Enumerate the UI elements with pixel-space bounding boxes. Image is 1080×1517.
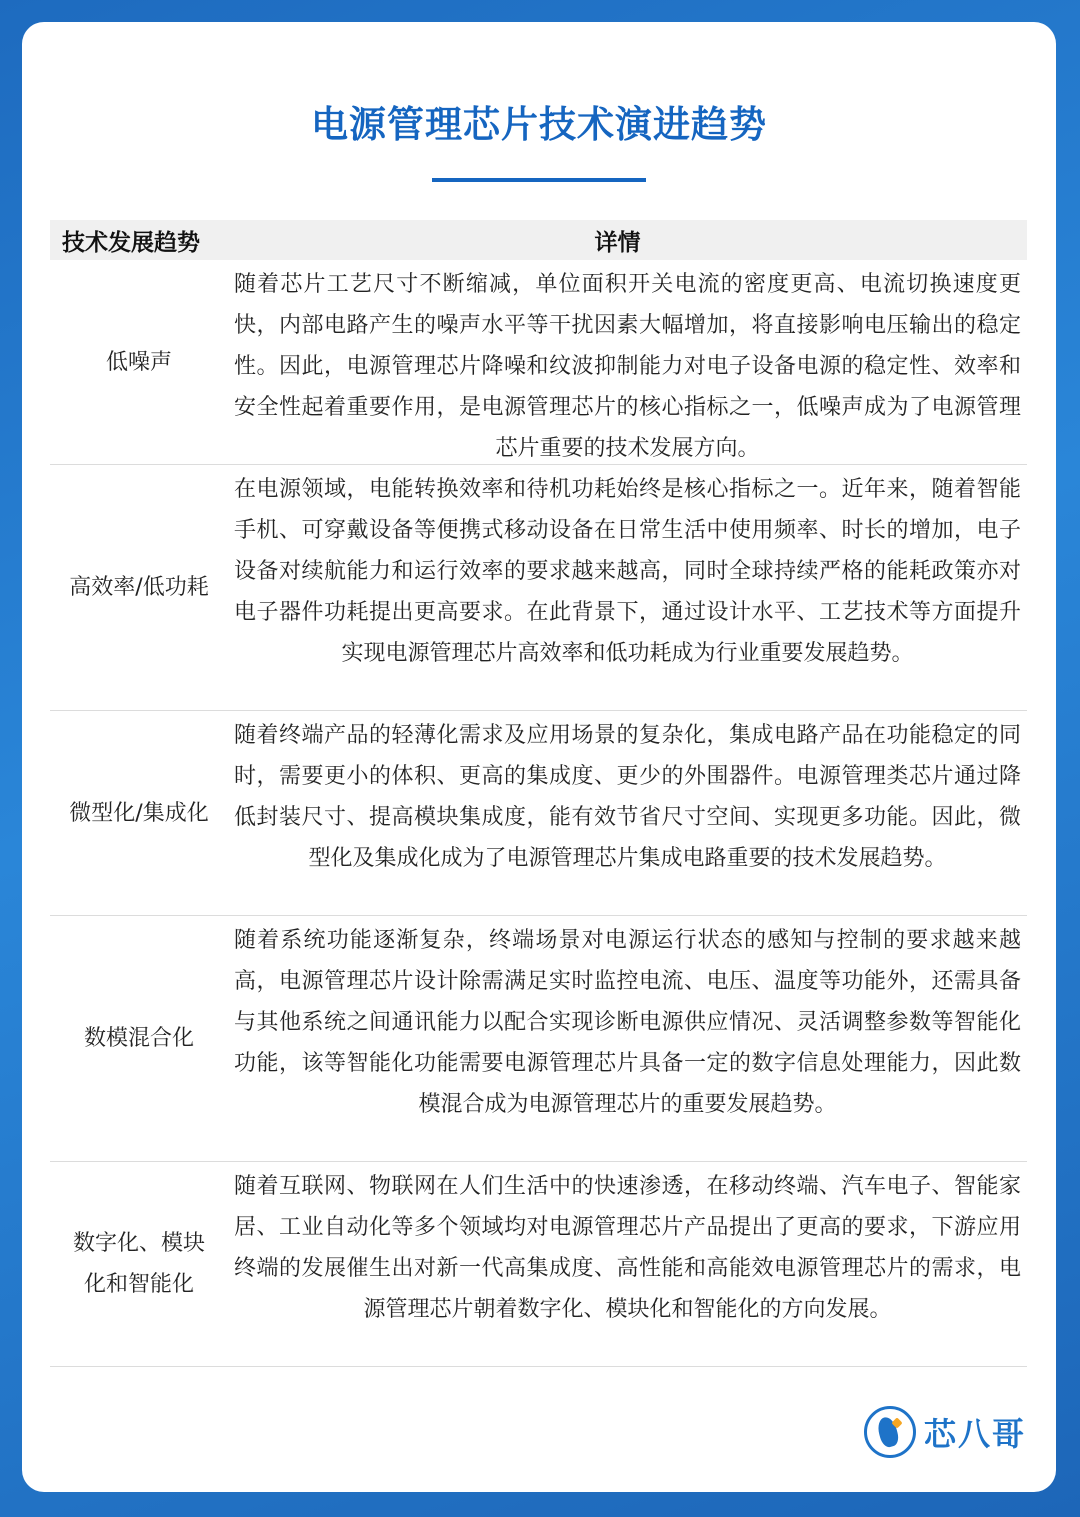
table-row [50,260,1027,465]
page-title: 电源管理芯片技术演进趋势 [311,103,767,146]
trend-cell: 数字化、模块化和智能化 [72,1231,205,1297]
trend-cell: 微型化/集成化 [69,800,209,826]
table-header [50,220,1027,260]
trend-table [50,220,1027,1367]
header-trend: 技术发展趋势 [62,229,200,256]
trend-cell: 低噪声 [105,349,172,375]
detail-cell: 随着互联网、物联网在人们生活中的快速渗透，在移动终端、汽车电子、智能家居、工业自动化等多个领域均对电源管理芯片产品提出了更高的要求，下游应用终端的发展催生出对新一代高集成度、高性能和高能效电源管理芯片的需求，电源管理芯片朝着数字化、模块化和智能化的方向发展。 [234,1174,1021,1322]
detail-cell: 随着终端产品的轻薄化需求及应用场景的复杂化，集成电路产品在功能稳定的同时，需要更小的体积、更高的集成度、更少的外围器件。电源管理类芯片通过降低封装尺寸、提高模块集成度，能有效节省尺寸空间、实现更多功能。因此，微型化及集成化成为了电源管理芯片集成电路重要的技术发展趋势。 [234,723,1021,871]
trend-cell: 高效率/低功耗 [69,575,209,600]
brand-name: 芯八哥 [923,1415,1026,1453]
table-row [50,711,1027,916]
trend-cell: 数模混合化 [83,1026,194,1051]
table-row [50,465,1027,711]
detail-cell: 随着芯片工艺尺寸不断缩减，单位面积开关电流的密度更高、电流切换速度更快，内部电路产生的噪声水平等干扰因素大幅增加，将直接影响电压输出的稳定性。因此，电源管理芯片降噪和纹波抑制能力对电子设备电源的稳定性、效率和安全性起着重要作用，是电源管理芯片的核心指标之一，低噪声成为了电源管理芯片重要的技术发展方向。 [234,272,1021,461]
table-row [50,1162,1027,1367]
header-detail: 详情 [594,229,641,256]
kingfisher-logo-icon [864,1406,916,1458]
table-row [50,916,1027,1162]
detail-cell: 随着系统功能逐渐复杂，终端场景对电源运行状态的感知与控制的要求越来越高，电源管理芯片设计除需满足实时监控电流、电压、温度等功能外，还需具备与其他系统之间通讯能力以配合实现诊断电源供应情况、灵活调整参数等智能化功能，该等智能化功能需要电源管理芯片具备一定的数字信息处理能力，因此数模混合成为电源管理芯片的重要发展趋势。 [234,928,1021,1117]
detail-cell: 在电源领域，电能转换效率和待机功耗始终是核心指标之一。近年来，随着智能手机、可穿戴设备等便携式移动设备在日常生活中使用频率、时长的增加，电子设备对续航能力和运行效率的要求越来越高，同时全球持续严格的能耗政策亦对电子器件功耗提出更高要求。在此背景下，通过设计水平、工艺技术等方面提升实现电源管理芯片高效率和低功耗成为行业重要发展趋势。 [234,477,1021,666]
title-underline [432,178,646,182]
brand-logo [864,1406,1026,1458]
content-card [22,22,1056,1492]
